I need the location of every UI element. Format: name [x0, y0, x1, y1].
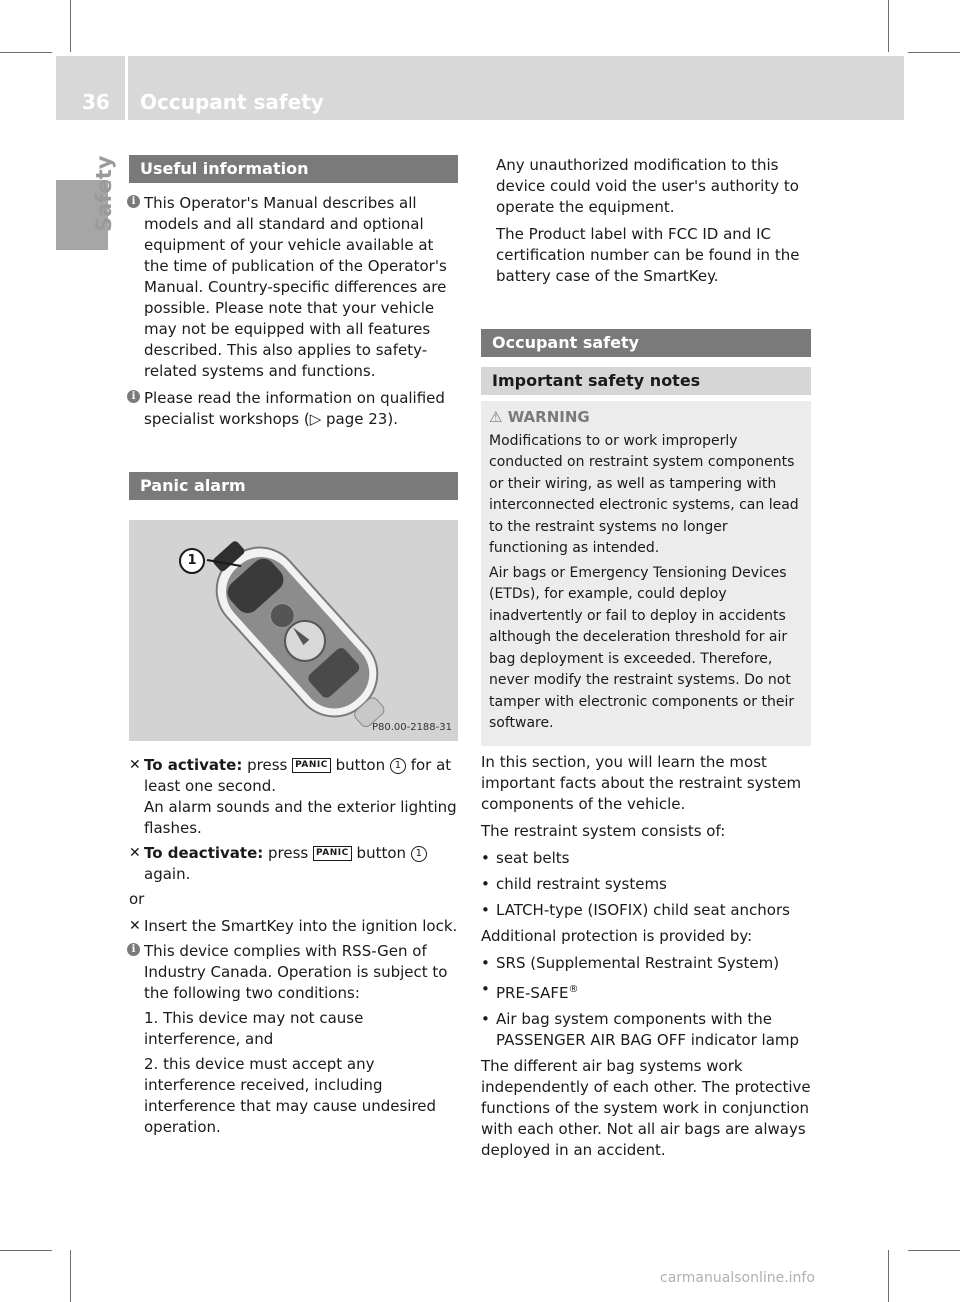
callout-ref: 1	[390, 758, 406, 774]
panic-key-icon: PANIC	[292, 758, 331, 773]
warning-box	[481, 401, 811, 746]
crop-mark	[0, 52, 52, 53]
occupant-safety-heading: Occupant safety	[481, 329, 811, 357]
figure-code: P80.00-2188-31	[371, 722, 452, 733]
crop-mark	[908, 52, 960, 53]
list-item-text: Air bag system components with the PASSENGER AIR BAG OFF indicator lamp	[496, 1009, 800, 1049]
list-item	[481, 874, 811, 895]
activate-result: An alarm sounds and the exterior lighting flashes.	[144, 798, 457, 837]
deactivate-text: again.	[144, 865, 191, 883]
condition-2: 2. this device must accept any interference received, including interference that may cause undesired operation.	[144, 1055, 437, 1136]
bullet-icon: •	[481, 979, 490, 998]
deactivate-text: press	[268, 844, 309, 862]
crop-mark	[70, 0, 71, 52]
page-title: Occupant safety	[140, 90, 324, 114]
activate-text: for at least one second.	[144, 756, 452, 795]
activate-text: button	[335, 756, 386, 774]
bullet-icon: •	[481, 848, 490, 867]
intro-text: In this section, you will learn the most important facts about the restraint system components of the vehicle.	[481, 752, 802, 813]
crop-mark	[908, 1250, 960, 1251]
bullet-icon: •	[481, 874, 490, 893]
registered-mark: ®	[568, 983, 579, 995]
list-item-text: PRE-SAFE	[496, 983, 569, 1002]
step-arrow-icon: ✕	[129, 918, 141, 934]
list-item	[481, 979, 811, 1004]
header-divider	[125, 56, 128, 120]
activate-label: To activate:	[144, 756, 243, 774]
activate-text: press	[247, 756, 288, 774]
info-note-text: This Operator's Manual describes all models and all standard and optional equipment of your vehicle available at the time of publication of the Operator's Manual. Country-specific differences are possible. Please note that your vehicle may not be equipped with all features described. This also applies to safety-related systems and functions.	[144, 194, 447, 380]
list-item-text: child restraint systems	[496, 874, 667, 893]
additional-text: Additional protection is provided by:	[481, 926, 753, 945]
crop-mark	[0, 1250, 52, 1251]
info-note	[129, 193, 458, 382]
list-item	[481, 953, 811, 974]
info-icon: i	[127, 195, 140, 208]
list-item-text: seat belts	[496, 848, 570, 867]
bullet-icon: •	[481, 900, 490, 919]
bullet-icon: •	[481, 953, 490, 972]
closing-text: The different air bag systems work independently of each other. The protective functions of the system work in conjunction with each other. Not all air bags are always deployed in an accident.	[481, 1056, 811, 1159]
crop-mark	[70, 1250, 71, 1302]
info-note-text: Please read the information on qualified specialist workshops (▷ page 23).	[144, 389, 445, 428]
modification-text: Any unauthorized modification to this device could void the user's authority to operate the equipment.	[496, 156, 799, 216]
watermark: carmanualsonline.info	[660, 1270, 815, 1286]
warning-title	[489, 407, 803, 429]
right-column	[481, 155, 811, 1167]
crop-mark	[888, 0, 889, 52]
list-item	[481, 900, 811, 921]
list-item-text: LATCH-type (ISOFIX) child seat anchors	[496, 900, 790, 919]
step-arrow-icon: ✕	[129, 757, 141, 773]
smartkey-illustration	[129, 520, 458, 741]
info-note	[129, 941, 458, 1138]
condition-1: 1. This device may not cause interference, and	[144, 1009, 364, 1048]
useful-info-heading: Useful information	[129, 155, 458, 183]
activate-step	[129, 755, 458, 839]
list-item	[481, 848, 811, 869]
insert-step	[129, 916, 458, 937]
callout-number: 1	[179, 548, 205, 574]
warning-paragraph: Air bags or Emergency Tensioning Devices (ETDs), for example, could deploy inadvertently or fail to deploy in accidents although the deceleration threshold for air bag deployment is exceeded. Therefore, never modify the restraint systems. Do not tamper with electronic components or their software.	[489, 564, 795, 731]
rss-note: This device complies with RSS-Gen of Industry Canada. Operation is subject to the following two conditions:	[144, 942, 448, 1002]
list-item-text: SRS (Supplemental Restraint System)	[496, 953, 780, 972]
bullet-icon: •	[481, 1009, 490, 1028]
info-icon: i	[127, 943, 140, 956]
step-arrow-icon: ✕	[129, 845, 141, 861]
or-text: or	[129, 890, 145, 908]
warning-paragraph: Modifications to or work improperly conducted on restraint system components or their wiring, as well as tampering with interconnected electronic systems, can lead to the restraint systems no longer functioning as intended.	[489, 432, 799, 556]
left-column	[129, 155, 458, 1144]
list-item	[481, 1009, 811, 1051]
callout-ref: 1	[411, 846, 427, 862]
page-number: 36	[82, 90, 110, 114]
smartkey-figure	[129, 520, 458, 741]
panic-key-icon: PANIC	[313, 846, 352, 861]
consists-text: The restraint system consists of:	[481, 821, 726, 840]
deactivate-step	[129, 843, 458, 885]
deactivate-text: button	[356, 844, 407, 862]
info-icon: i	[127, 390, 140, 403]
side-tab-label: Safety	[92, 155, 116, 232]
warning-triangle-icon: ⚠	[489, 408, 503, 426]
important-notes-heading: Important safety notes	[481, 367, 811, 395]
deactivate-label: To deactivate:	[144, 844, 264, 862]
panic-alarm-heading: Panic alarm	[129, 472, 458, 500]
insert-text: Insert the SmartKey into the ignition lock.	[144, 917, 458, 935]
fcc-text: The Product label with FCC ID and IC certification number can be found in the battery case of the SmartKey.	[496, 225, 800, 285]
info-note	[129, 388, 458, 430]
crop-mark	[888, 1250, 889, 1302]
warning-title-text: WARNING	[507, 408, 590, 426]
